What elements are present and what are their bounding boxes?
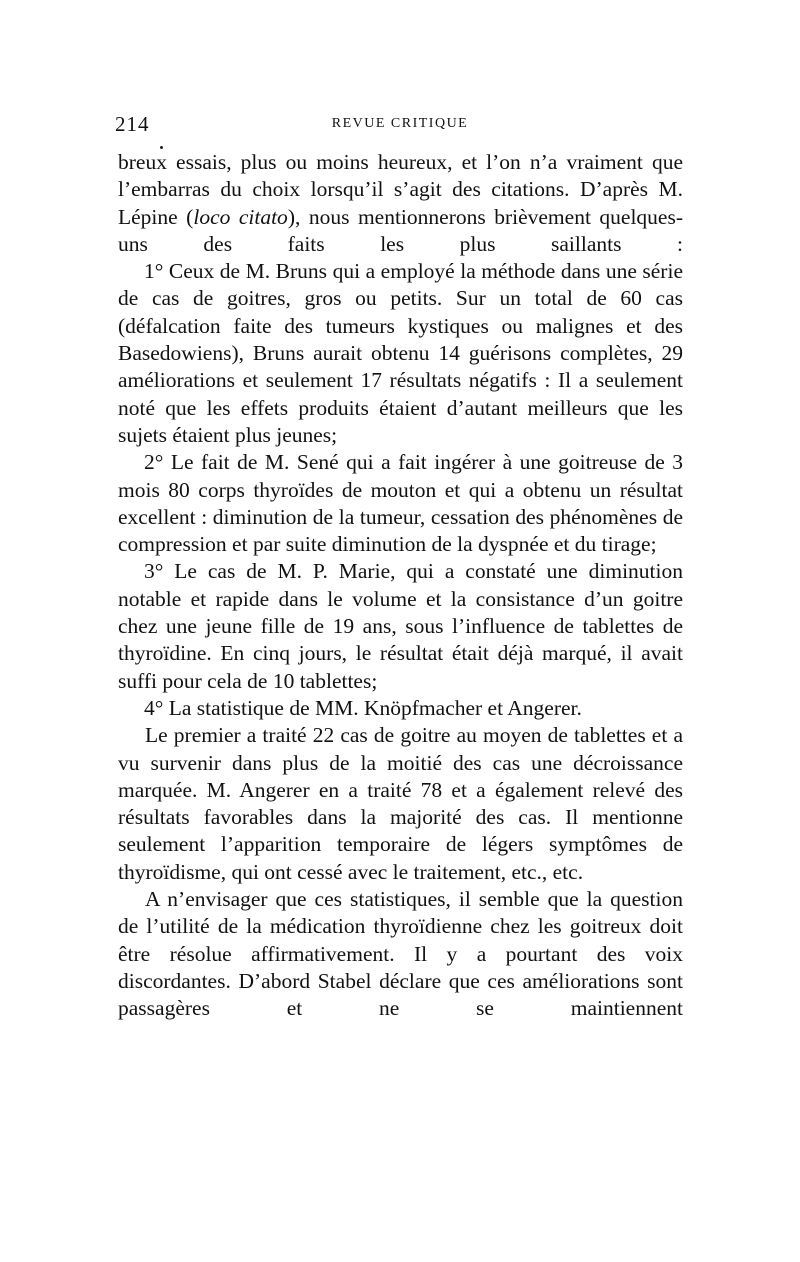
paragraph-continuation-text-a: breux essais, plus ou moins heureux, et l’on n’a vraiment que l’embarras du choix lorsqu’il s’agit des citations. D’après M. Lépine ( [118,150,683,229]
paragraph-item-2: 2° Le fait de M. Sené qui a fait ingérer à une goitreuse de 3 mois 80 corps thyroïdes de mouton et qui a obtenu un résultat excellent : diminution de la tumeur, cessation des phénomènes de compression et par suite diminution de la dyspnée et du tirage; [118,450,683,557]
running-title: REVUE CRITIQUE [331,116,469,131]
paragraph-conclusion: A n’envisager que ces statistiques, il semble que la question de l’utilité de la médication thyroïdienne chez les goitreux doit être résolue affirmativement. Il y a pourtant des voix discordantes. D’abord Stabel déclare que ces améliorations sont passagères et ne se maintiennent [118,887,683,1021]
paragraph-statistics: Le premier a traité 22 cas de goitre au moyen de tablettes et a vu survenir dans plus de la moitié des cas une décroissance marquée. M. Angerer en a traité 78 et a également relevé des résultats favorables dans la majorité des cas. Il mentionne seulement l’apparition temporaire de légers symptômes de thyroïdisme, qui ont cessé avec le traitement, etc., etc. [118,723,683,884]
paragraph-continuation-text-b: ), nous mentionnerons brièvement quelques-uns des faits les plus saillants : [118,204,683,256]
page-number: 214 [115,112,150,136]
loco-citato: loco citato [193,204,288,229]
body-text [118,149,683,1023]
paragraph-item-3: 3° Le cas de M. P. Marie, qui a constaté une diminution notable et rapide dans le volume et la consistance d’un goitre chez une jeune fille de 19 ans, sous l’influence de tablettes de thyroïdine. En cinq jours, le résultat était déjà marqué, il avait suffi pour cela de 10 tablettes; [118,559,683,693]
running-head [115,112,685,140]
paragraph-continuation [118,149,683,258]
paragraph-item-1: 1° Ceux de M. Bruns qui a employé la méthode dans une série de cas de goitres, gros ou petits. Sur un total de 60 cas (défalcation faite des tumeurs kystiques ou malignes et des Basedowiens), Bruns aurait obtenu 14 guérisons complètes, 29 améliorations et seulement 17 résultats négatifs : Il a seulement noté que les effets produits étaient d’autant meilleurs que les sujets étaient plus jeunes; [118,259,683,447]
paragraph-item-4: 4° La statistique de MM. Knöpfmacher et Angerer. [144,695,582,720]
